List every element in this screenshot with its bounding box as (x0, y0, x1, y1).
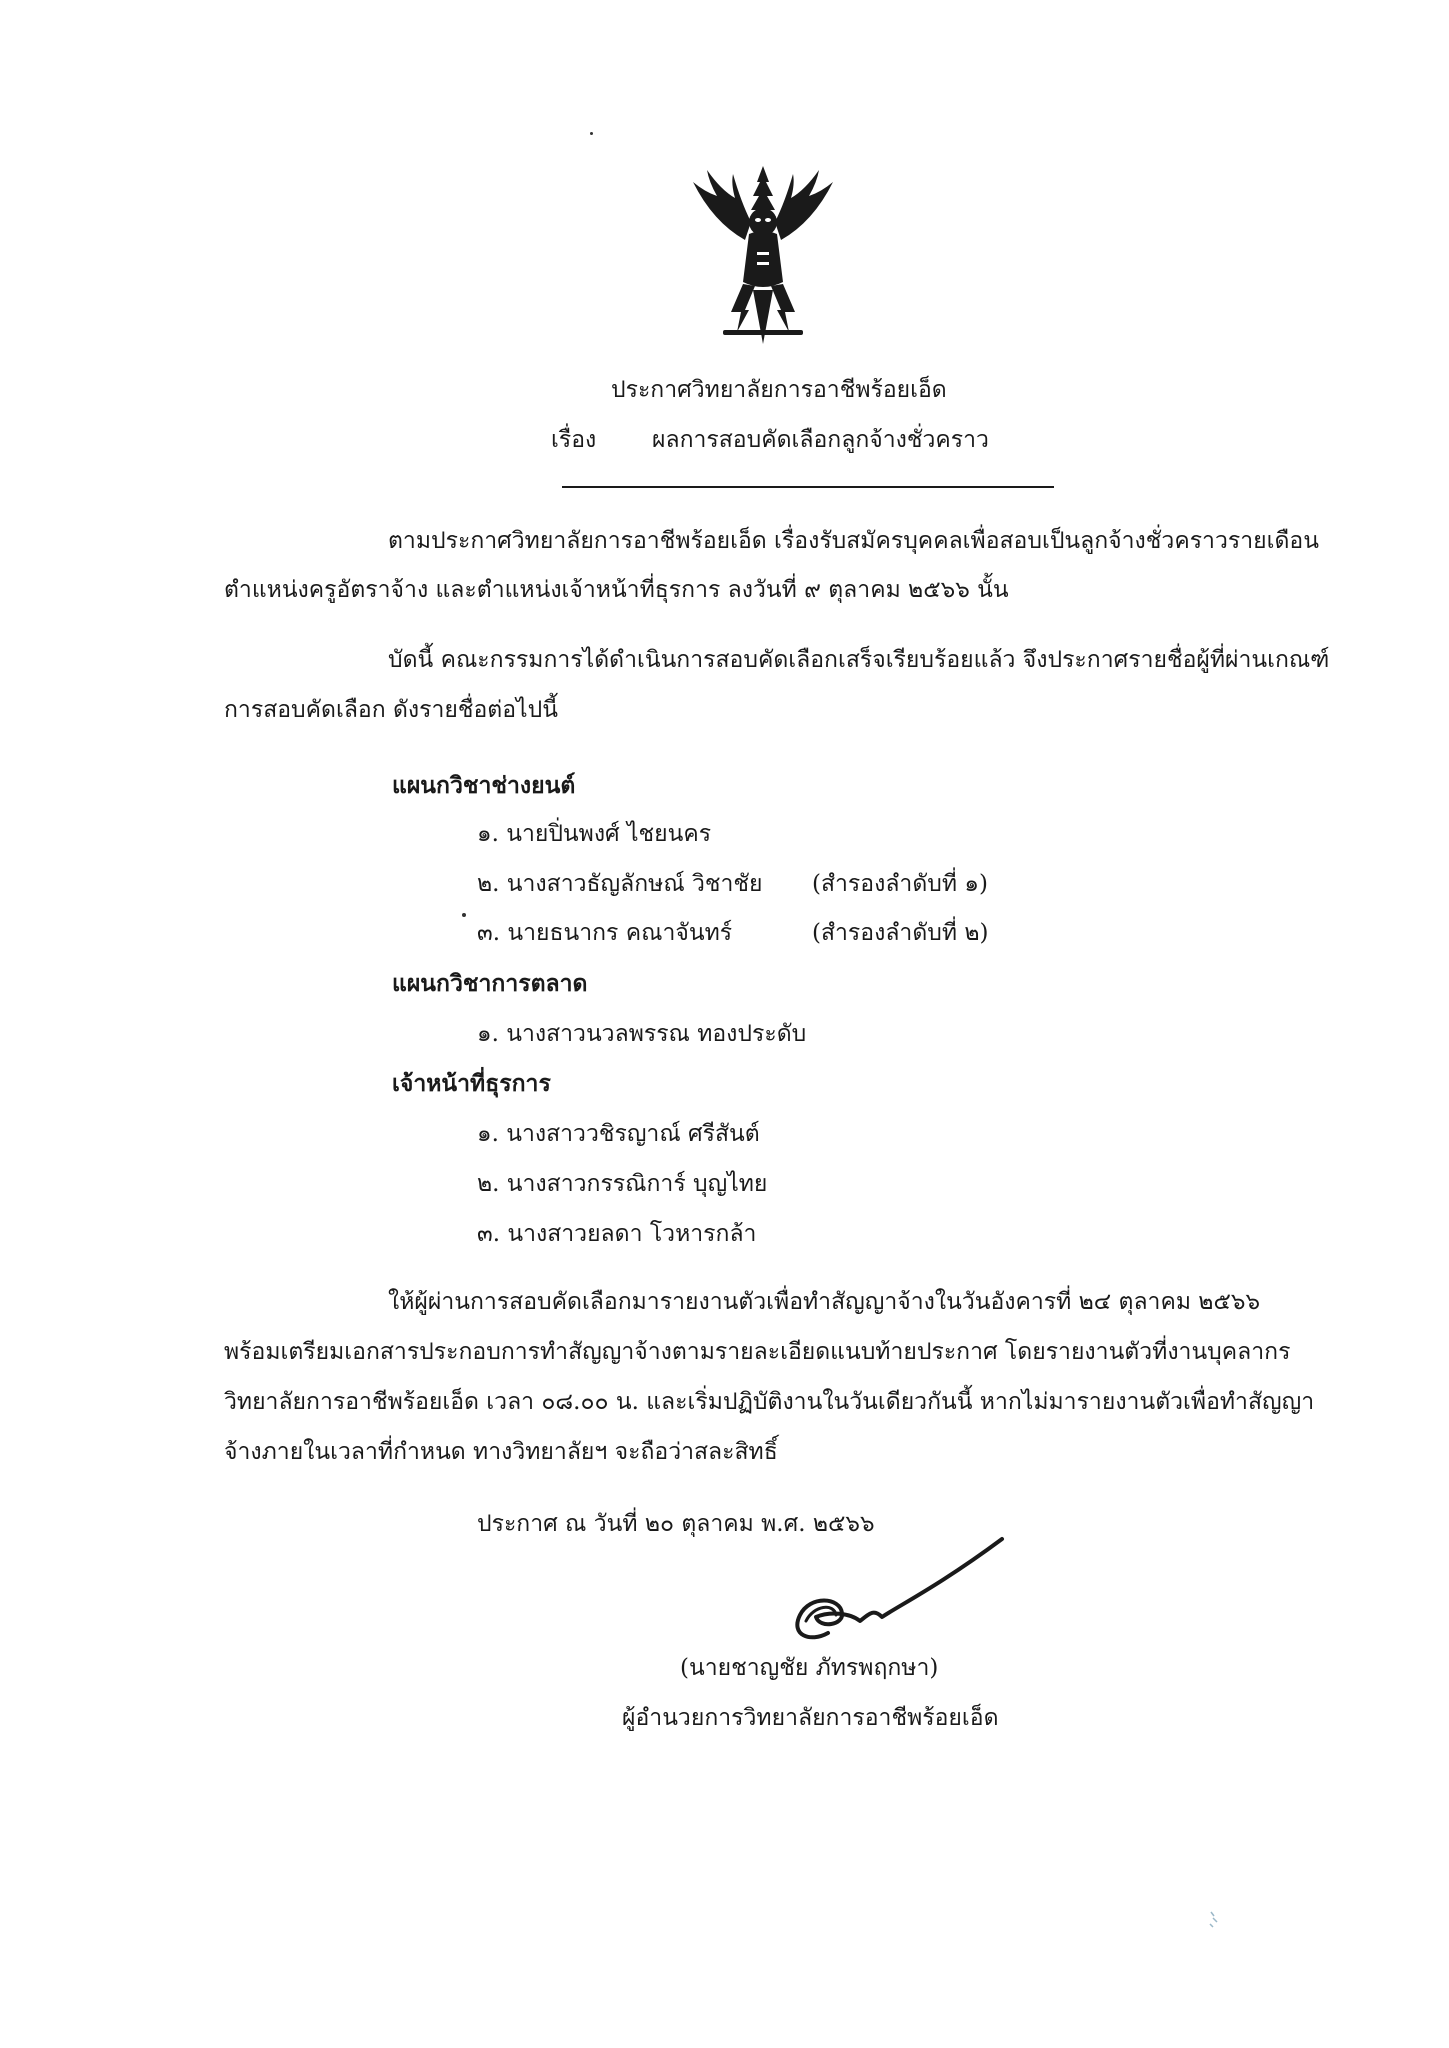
section-heading: แผนกวิชาการตลาด (392, 970, 588, 997)
section-heading: แผนกวิชาช่างยนต์ (392, 772, 576, 799)
reserve-note: (สำรองลำดับที่ ๒) (812, 920, 989, 946)
list-item: ๒. นางสาวธัญลักษณ์ วิชาชัย (477, 871, 763, 897)
subject-label: เรื่อง (551, 427, 597, 453)
signatory-name: (นายชาญชัย ภัทรพฤกษา) (680, 1655, 939, 1681)
list-item: ๑. นายปิ่นพงศ์ ไชยนคร (477, 821, 712, 847)
signatory-position: ผู้อำนวยการวิทยาลัยการอาชีพร้อยเอ็ด (622, 1705, 999, 1731)
section-heading: เจ้าหน้าที่ธุรการ (392, 1070, 551, 1097)
list-item: ๒. นางสาวกรรณิการ์ บุญไทย (477, 1171, 768, 1197)
subject-text: ผลการสอบคัดเลือกลูกจ้างชั่วคราว (652, 427, 989, 453)
announcement-title: ประกาศวิทยาลัยการอาชีพร้อยเอ็ด (611, 377, 947, 403)
scan-mark (590, 132, 593, 135)
list-item: ๓. นายธนากร คณาจันทร์ (477, 920, 733, 946)
paragraph-2-line-2: การสอบคัดเลือก ดังรายชื่อต่อไปนี้ (224, 697, 558, 723)
closing-line-4: จ้างภายในเวลาที่กำหนด ทางวิทยาลัยฯ จะถือว่าสละสิทธิ์ (224, 1439, 778, 1465)
scan-mark (462, 913, 466, 917)
announcement-date: ประกาศ ณ วันที่ ๒๐ ตุลาคม พ.ศ. ๒๕๖๖ (477, 1511, 875, 1537)
header-divider (562, 486, 1054, 488)
paragraph-1-line-1: ตามประกาศวิทยาลัยการอาชีพร้อยเอ็ด เรื่องรับสมัครบุคคลเพื่อสอบเป็นลูกจ้างชั่วคราวรายเดือน (388, 528, 1319, 554)
closing-line-2: พร้อมเตรียมเอกสารประกอบการทำสัญญาจ้างตามรายละเอียดแนบท้ายประกาศ โดยรายงานตัวที่งานบุคลากร (224, 1339, 1291, 1365)
garuda-emblem-icon (683, 162, 843, 347)
list-item: ๑. นางสาวนวลพรรณ ทองประดับ (477, 1021, 807, 1047)
paragraph-2-line-1: บัดนี้ คณะกรรมการได้ดำเนินการสอบคัดเลือกเสร็จเรียบร้อยแล้ว จึงประกาศรายชื่อผู้ที่ผ่านเกณฑ์ (388, 647, 1330, 673)
paragraph-1-line-2: ตำแหน่งครูอัตราจ้าง และตำแหน่งเจ้าหน้าที่ธุรการ ลงวันที่ ๙ ตุลาคม ๒๕๖๖ นั้น (224, 577, 1009, 603)
reserve-note: (สำรองลำดับที่ ๑) (812, 871, 988, 897)
signature-icon (770, 1525, 1010, 1655)
list-item: ๓. นางสาวยลดา โวหารกล้า (477, 1221, 757, 1247)
list-item: ๑. นางสาววชิรญาณ์ ศรีสันต์ (477, 1121, 760, 1147)
scan-speck-icon (1208, 1910, 1220, 1928)
closing-line-3: วิทยาลัยการอาชีพร้อยเอ็ด เวลา ๐๘.๐๐ น. และเริ่มปฏิบัติงานในวันเดียวกันนี้ หากไม่มารายงานตัวเพื่อทำสัญญา (224, 1389, 1315, 1415)
closing-line-1: ให้ผู้ผ่านการสอบคัดเลือกมารายงานตัวเพื่อทำสัญญาจ้างในวันอังคารที่ ๒๔ ตุลาคม ๒๕๖๖ (388, 1289, 1261, 1315)
